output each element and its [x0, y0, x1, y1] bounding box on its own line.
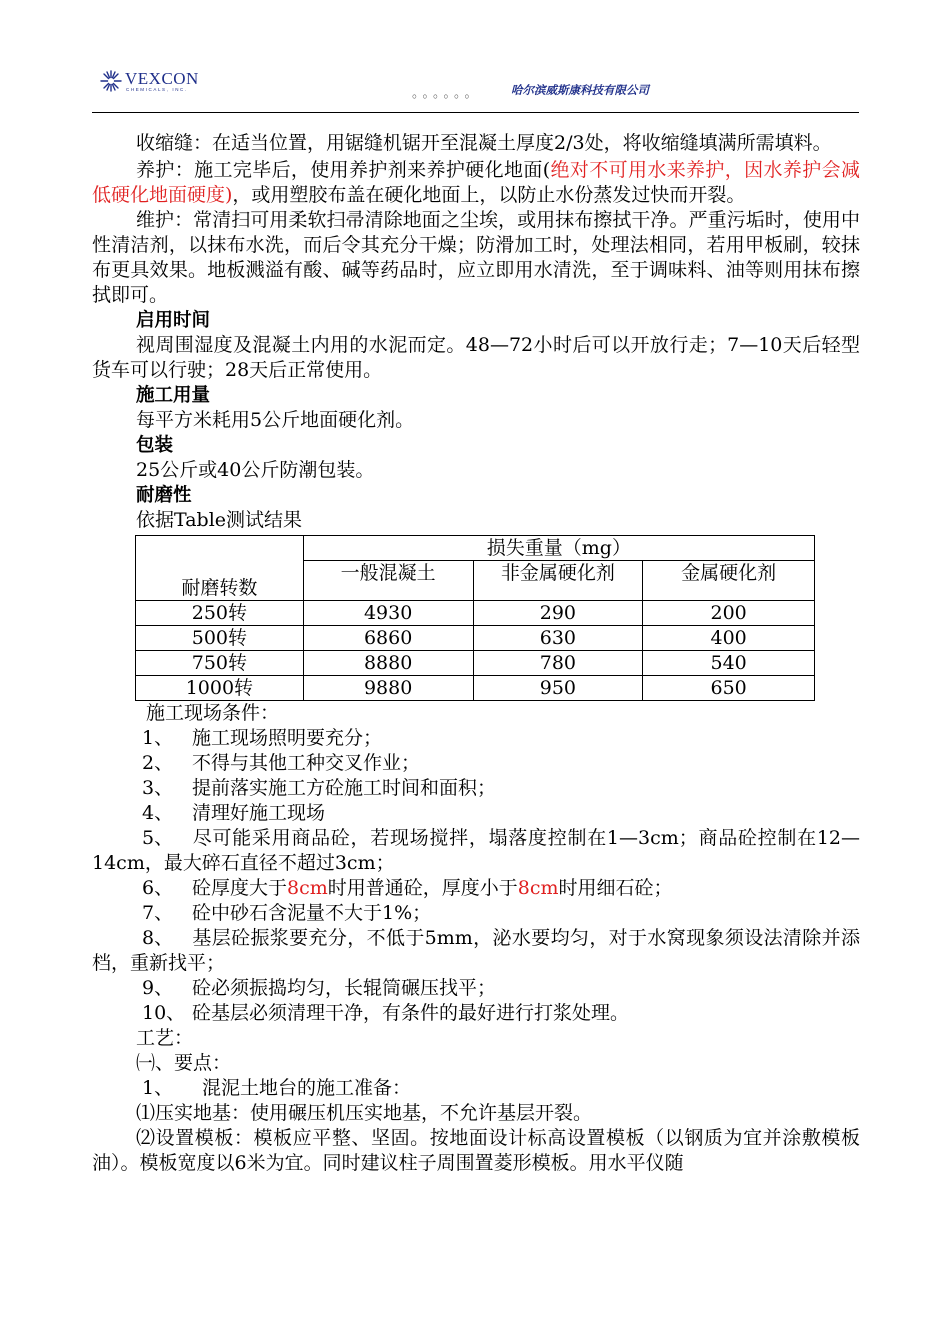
table-cell: 950: [473, 676, 643, 701]
curing-text-b: ，或用塑胶布盖在硬化地面上，以防止水份蒸发过快而开裂。: [232, 184, 746, 206]
list-item: [92, 926, 860, 976]
heading-usage-time: 启用时间: [136, 310, 211, 331]
table-cell: 200: [643, 601, 815, 626]
process-title: 工艺：: [136, 1027, 194, 1049]
paragraph-dosage: 每平方米耗用5公斤地面硬化剂。: [136, 409, 415, 431]
paragraph-maintenance: 维护：常清扫可用柔软扫帚清除地面之尘埃，或用抹布擦拭干净。严重污垢时，使用中性清洁剂，以抹布水洗，而后令其充分干燥；防滑加工时，处理法相同，若用甲板刷，较抹布更具效果。地板溅溢有酸、碱等药品时，应立即用水清洗，至于调味料、油等则用抹布擦拭即可。: [92, 209, 860, 306]
table-cell: 750转: [136, 651, 304, 676]
list-number: 9、: [142, 977, 174, 999]
list-text: 施工现场照明要充分；: [192, 727, 383, 749]
table-row: [136, 626, 815, 651]
paragraph-shrink-joint: 收缩缝：在适当位置，用锯缝机锯开至混凝土厚度2/3处，将收缩缝填满所需填料。: [136, 132, 832, 154]
table-cell: 540: [643, 651, 815, 676]
table-group-header: 损失重量（mg）: [303, 536, 814, 561]
list-number: 3、: [142, 777, 174, 799]
list-item: [92, 826, 860, 876]
list-text: 不得与其他工种交叉作业；: [192, 752, 421, 774]
table-cell: 500转: [136, 626, 304, 651]
logo-name: VEXCON: [125, 69, 199, 88]
list-number: 4、: [142, 802, 174, 824]
table-row: [136, 651, 815, 676]
list-number: 7、: [142, 902, 174, 924]
wear-table: [135, 535, 815, 701]
list-item: [92, 726, 860, 751]
table-col-header: 一般混凝土: [303, 561, 473, 601]
table-col-header: 金属硬化剂: [643, 561, 815, 601]
list-item: [92, 901, 860, 926]
list-text: 基层砼振浆要充分，不低于5mm，泌水要均匀，对于水窝现象须设法清除并添档，重新找平；: [92, 927, 860, 974]
paragraph-wear-intro: 依据Table测试结果: [136, 509, 303, 531]
list-number: 1、: [142, 727, 174, 749]
list-text: 时用普通砼，厚度小于: [327, 877, 518, 899]
table-cell: 1000转: [136, 676, 304, 701]
header-dots: 。。。。。。: [412, 86, 482, 101]
list-number: 10、: [142, 1002, 186, 1024]
list-number: 1、: [142, 1077, 174, 1099]
list-text-highlight: 8cm: [287, 877, 328, 899]
list-text: 砼中砂石含泥量不大于1%；: [192, 902, 432, 924]
table-cell: 9880: [303, 676, 473, 701]
list-item: [92, 751, 860, 776]
list-number: 6、: [142, 877, 174, 899]
table-cell: 250转: [136, 601, 304, 626]
list-item: [92, 976, 860, 1001]
list-text: 提前落实施工方砼施工时间和面积；: [192, 777, 497, 799]
list-text: 时用细石砼；: [558, 877, 673, 899]
list-text-highlight: 8cm: [517, 877, 559, 899]
curing-warning: 绝对不可用水来养护，因水养护会减低硬化地面硬度): [92, 159, 860, 206]
process-step-formwork: ⑵设置模板：模板应平整、坚固。按地面设计标高设置模板（以钢质为宜并涂敷模板油）。模板宽度以6米为宜。同时建议柱子周围置菱形模板。用水平仪随: [92, 1127, 860, 1174]
paragraph-packaging: 25公斤或40公斤防潮包装。: [136, 459, 375, 481]
company-logo: [100, 70, 210, 96]
list-text: 混泥土地台的施工准备：: [202, 1077, 412, 1099]
starburst-logo-icon: [100, 70, 122, 92]
list-item: [92, 801, 860, 826]
list-text: 清理好施工现场: [192, 802, 326, 824]
logo-subtitle: CHEMICALS, INC.: [126, 87, 188, 92]
heading-dosage: 施工用量: [136, 385, 211, 406]
list-number: 8、: [142, 927, 174, 949]
header-rule: [92, 112, 859, 113]
list-text: 砼必须振捣均匀，长辊筒碾压找平；: [192, 977, 497, 999]
table-col-header: 非金属硬化剂: [473, 561, 643, 601]
list-number: 5、: [142, 827, 174, 849]
table-cell: 400: [643, 626, 815, 651]
table-cell: 630: [473, 626, 643, 651]
process-item: [92, 1076, 860, 1101]
table-row: [136, 676, 815, 701]
table-cell: 650: [643, 676, 815, 701]
list-text: 砼基层必须清理干净，有条件的最好进行打浆处理。: [192, 1002, 630, 1024]
table-cell: 290: [473, 601, 643, 626]
list-text: 尽可能采用商品砼，若现场搅拌，塌落度控制在1—3cm；商品砼控制在12—14cm，最大碎石直径不超过3cm；: [92, 827, 860, 874]
list-number: 2、: [142, 752, 174, 774]
table-cell: 6860: [303, 626, 473, 651]
site-conditions-title: 施工现场条件：: [146, 702, 280, 724]
table-row: [136, 601, 815, 626]
paragraph-usage-time: 视周围湿度及混凝土内用的水泥而定。48—72小时后可以开放行走；7—10天后轻型货车可以行驶；28天后正常使用。: [92, 334, 860, 381]
curing-text-a: 养护：施工完毕后，使用养护剂来养护硬化地面(: [136, 159, 551, 181]
table-cell: 8880: [303, 651, 473, 676]
table-cell: 4930: [303, 601, 473, 626]
table-cell: 780: [473, 651, 643, 676]
heading-wear: 耐磨性: [136, 485, 192, 506]
header-company-name: 哈尔滨威斯康科技有限公司: [511, 83, 649, 97]
paragraph-curing: [92, 158, 860, 208]
process-step-compaction: ⑴压实地基：使用碾压机压实地基，不允许基层开裂。: [136, 1102, 593, 1124]
list-item: [92, 776, 860, 801]
list-item: [92, 876, 860, 901]
heading-packaging: 包装: [136, 435, 174, 456]
list-text: 砼厚度大于: [192, 877, 288, 899]
document-body: [92, 128, 860, 1176]
process-subtitle: ㈠、要点：: [136, 1052, 232, 1074]
list-item: [92, 1001, 860, 1026]
table-row-header: 耐磨转数: [136, 536, 304, 601]
